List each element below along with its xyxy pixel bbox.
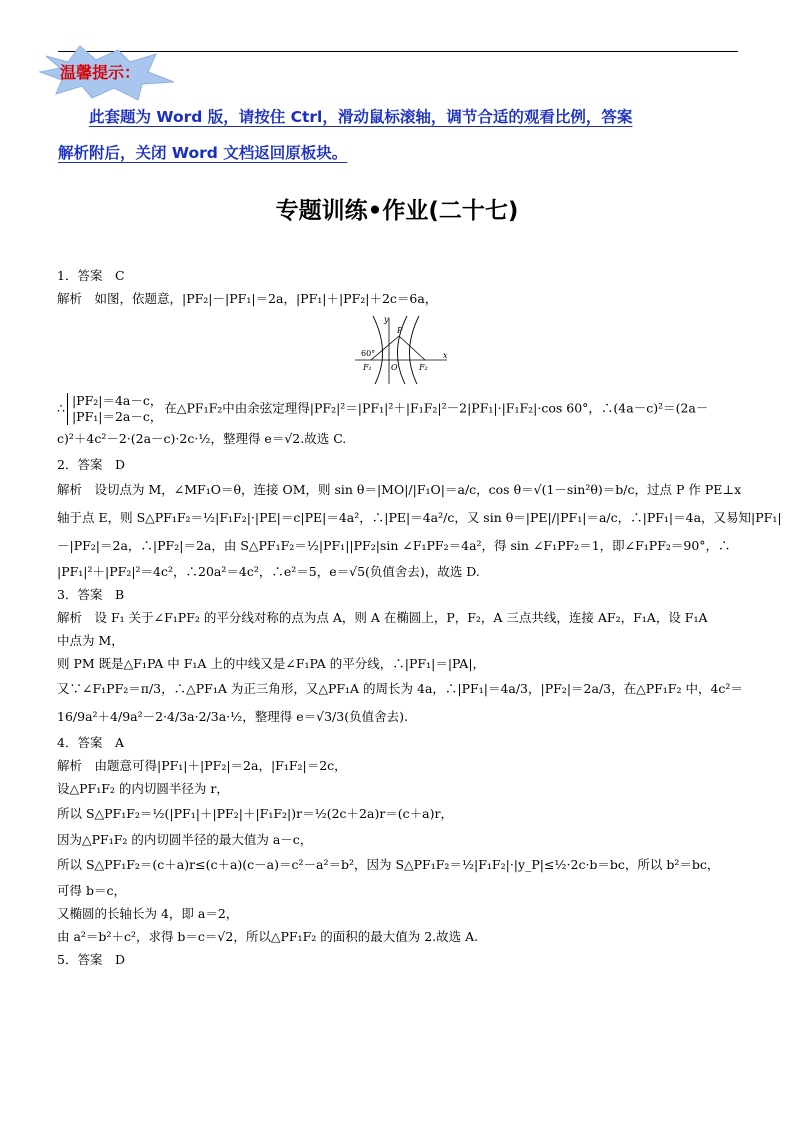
analysis-line: 解析 设 F₁ 关于∠F₁PF₂ 的平分线对称的点为点 A，则 A 在椭圆上，P，F₂，A 三点共线，连接 AF₂，F₁A，设 F₁A [57, 610, 708, 625]
figure-p-label: P [397, 326, 403, 335]
notice-line-1: 此套题为 Word 版，请按住 Ctrl，滑动鼠标滚轴，调节合适的观看比例，答案 [89, 108, 633, 126]
analysis-line: 设△PF₁F₂ 的内切圆半径为 r， [57, 781, 229, 796]
analysis-line: 解析 由题意可得|PF₁|＋|PF₂|＝2a，|F₁F₂|＝2c， [57, 758, 347, 773]
figure-o-label: O [391, 363, 398, 372]
system-row: |PF₁|＝2a－c， [71, 409, 163, 424]
system-row: |PF₂|＝4a－c， [71, 393, 163, 408]
analysis-line [57, 393, 741, 425]
analysis-line: 所以 S△PF₁F₂＝½(|PF₁|＋|PF₂|＋|F₁F₂|)r＝½(2c＋2a)r＝(c＋a)r， [57, 806, 453, 821]
hyperbola-figure [351, 312, 451, 386]
analysis-line: 又∵∠F₁PF₂＝π/3，∴△PF₁A 为正三角形，又△PF₁A 的周长为 4a，∴|PF₁|＝4a/3，|PF₂|＝2a/3，在△PF₁F₂ 中，4c²＝ [57, 681, 743, 696]
equation-system [67, 393, 162, 425]
analysis-line: 所以 S△PF₁F₂＝(c＋a)r≤(c＋a)(c－a)＝c²－a²＝b²，因为 S△PF₁F₂＝½|F₁F₂|·|y_P|≤½·2c·b＝bc，所以 b²＝bc， [57, 857, 720, 872]
answer-content [57, 264, 782, 971]
analysis-line: 解析 设切点为 M，∠MF₁O＝θ，连接 OM，则 sin θ＝|MO|/|F₁O|＝a/c，cos θ＝√(1－sin²θ)＝b/c，过点 P 作 PE⊥x [57, 482, 742, 497]
analysis-line: 解析 如图，依题意，|PF₂|－|PF₁|＝2a，|PF₁|＋|PF₂|＋2c＝6a， [57, 291, 438, 306]
analysis-line: c)²＋4c²－2·(2a－c)·2c·½，整理得 e＝√2.故选 C. [57, 431, 347, 446]
figure-y-label: y [384, 315, 389, 324]
analysis-line: 16/9a²＋4/9a²－2·4/3a·2/3a·½，整理得 e＝√3/3(负值舍去). [57, 709, 408, 724]
document-title: 专题训练•作业(二十七) [275, 198, 519, 224]
analysis-text: 在△PF₁F₂中由余弦定理得|PF₂|²＝|PF₁|²＋|F₁F₂|²－2|PF₁|·|F₁F₂|·cos 60°，∴(4a－c)²＝(2a－ [164, 400, 709, 416]
therefore-symbol: ∴ [57, 400, 65, 416]
analysis-line: 又椭圆的长轴长为 4，即 a＝2， [57, 906, 239, 921]
tip-title: 温馨提示： [60, 63, 141, 82]
answer-line: 1．答案 C [57, 268, 125, 283]
analysis-line: 因为△PF₁F₂ 的内切圆半径的最大值为 a－c， [57, 832, 313, 847]
analysis-line: 由 a²＝b²＋c²，求得 b＝c＝√2，所以△PF₁F₂ 的面积的最大值为 2.故选 A. [57, 929, 479, 944]
answer-line: 4．答案 A [57, 735, 124, 750]
figure-angle-label: 60° [361, 349, 376, 358]
answer-line: 2．答案 D [57, 457, 125, 472]
analysis-line: 轴于点 E，则 S△PF₁F₂＝½|F₁F₂|·|PE|＝c|PE|＝4a²，∴|PE|＝4a²/c，又 sin θ＝|PE|/|PF₁|＝a/c，∴|PF₁|＝4a，又易知|PF₁| [57, 510, 782, 525]
analysis-line: |PF₁|²＋|PF₂|²＝4c²，∴20a²＝4c²，∴e²＝5，e＝√5(负值舍去)，故选 D. [57, 564, 480, 579]
analysis-line: 则 PM 既是△F₁PA 中 F₁A 上的中线又是∠F₁PA 的平分线，∴|PF₁|＝|PA|， [57, 656, 486, 671]
answer-line: 3．答案 B [57, 587, 125, 602]
figure-f1-label: F₁ [363, 363, 372, 372]
figure-f2-label: F₂ [419, 363, 428, 372]
figure-x-label: x [443, 351, 448, 360]
analysis-line: 中点为 M， [57, 633, 124, 648]
notice-line-2: 解析附后，关闭 Word 文档返回原板块。 [58, 144, 348, 162]
answer-line: 5．答案 D [57, 952, 125, 967]
word-notice [58, 99, 738, 171]
analysis-line: 可得 b＝c， [57, 883, 126, 898]
analysis-line: －|PF₂|＝2a，∴|PF₂|＝2a，由 S△PF₁F₂＝½|PF₁||PF₂|sin ∠F₁PF₂＝4a²，得 sin ∠F₁PF₂＝1，即∠F₁PF₂＝90°，∴ [57, 538, 731, 553]
